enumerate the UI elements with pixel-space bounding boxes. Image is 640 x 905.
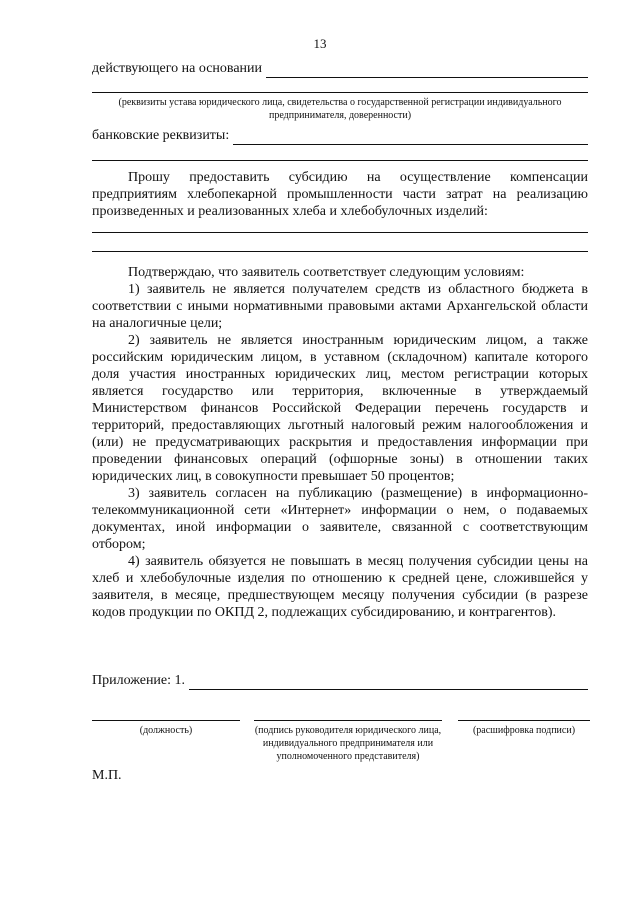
position-caption: (должность) [139, 725, 193, 736]
condition-item-3: 3) заявитель согласен на публикацию (размещение) в информационно-телекоммуникационной сети «Интернет» информации о нем, о подаваемых документах, иной информации о заявителе, связанной с соответствующим отбором; [92, 486, 588, 552]
attachment-fill-line[interactable] [189, 675, 588, 690]
request-line-1[interactable] [92, 232, 588, 233]
stamp-label: М.П. [92, 768, 122, 783]
conditions-intro: Подтверждаю, что заявитель соответствует следующим условиям: [128, 265, 525, 280]
position-line[interactable] [92, 720, 240, 721]
signature-caption: (подпись руководителя юридического лица, индивидуального предпринимателя или уполномоченного представителя) [254, 725, 442, 762]
page-number: 13 [313, 36, 327, 51]
bank-second-line[interactable] [92, 160, 588, 161]
condition-item-2: 2) заявитель не является иностранным юридическим лицом, а также российским юридическим лицом, в уставном (складочном) капитале которого доля участия иностранных юридических лиц, местом регистрации которых является государство или территория, включенные в утверждаемый Министерством финансов Российской Федерации перечень государств и территорий, предоставляющих льготный налоговый режим налогообложения и (или) не предусматривающих раскрытия и предоставления информации при проведении финансовых операций (офшорные зоны) в отношении таких юридических лиц, в совокупности превышает 50 процентов; [92, 333, 588, 484]
bank-label: банковские реквизиты: [92, 128, 230, 143]
attachment-row [92, 672, 588, 690]
condition-item-4: 4) заявитель обязуется не повышать в месяц получения субсидии цены на хлеб и хлебобулочные изделия по отношению к средней цене, сложившейся у заявителя, в месяце, предшествующем месяцу получения субсидии (в разрезе кодов продукции по ОКПД 2, подлежащих субсидированию, и контрагентов). [92, 554, 588, 620]
conditions-block [92, 264, 588, 621]
basis-label: действующего на основании [92, 61, 263, 76]
request-paragraph [92, 169, 588, 220]
decoding-caption: (расшифровка подписи) [472, 725, 576, 736]
signature-line[interactable] [254, 720, 442, 721]
attachment-label: Приложение: 1. [92, 673, 186, 688]
basis-second-line[interactable] [92, 92, 588, 93]
basis-fill-line[interactable] [266, 63, 588, 78]
bank-fill-line[interactable] [233, 130, 588, 145]
basis-note: (реквизиты устава юридического лица, свидетельства о государственной регистрации индивидуального предпринимателя, доверенности) [118, 97, 562, 121]
bank-row [92, 127, 588, 145]
decoding-line[interactable] [458, 720, 590, 721]
basis-row [92, 60, 588, 78]
request-line-2[interactable] [92, 251, 588, 252]
request-text: Прошу предоставить субсидию на осуществление компенсации предприятиям хлебопекарной промышленности части затрат на реализацию произведенных и реализованных хлеба и хлебобулочных изделий: [92, 170, 588, 219]
condition-item-1: 1) заявитель не является получателем средств из областного бюджета в соответствии с иными нормативными правовыми актами Архангельской области на аналогичные цели; [92, 282, 588, 331]
